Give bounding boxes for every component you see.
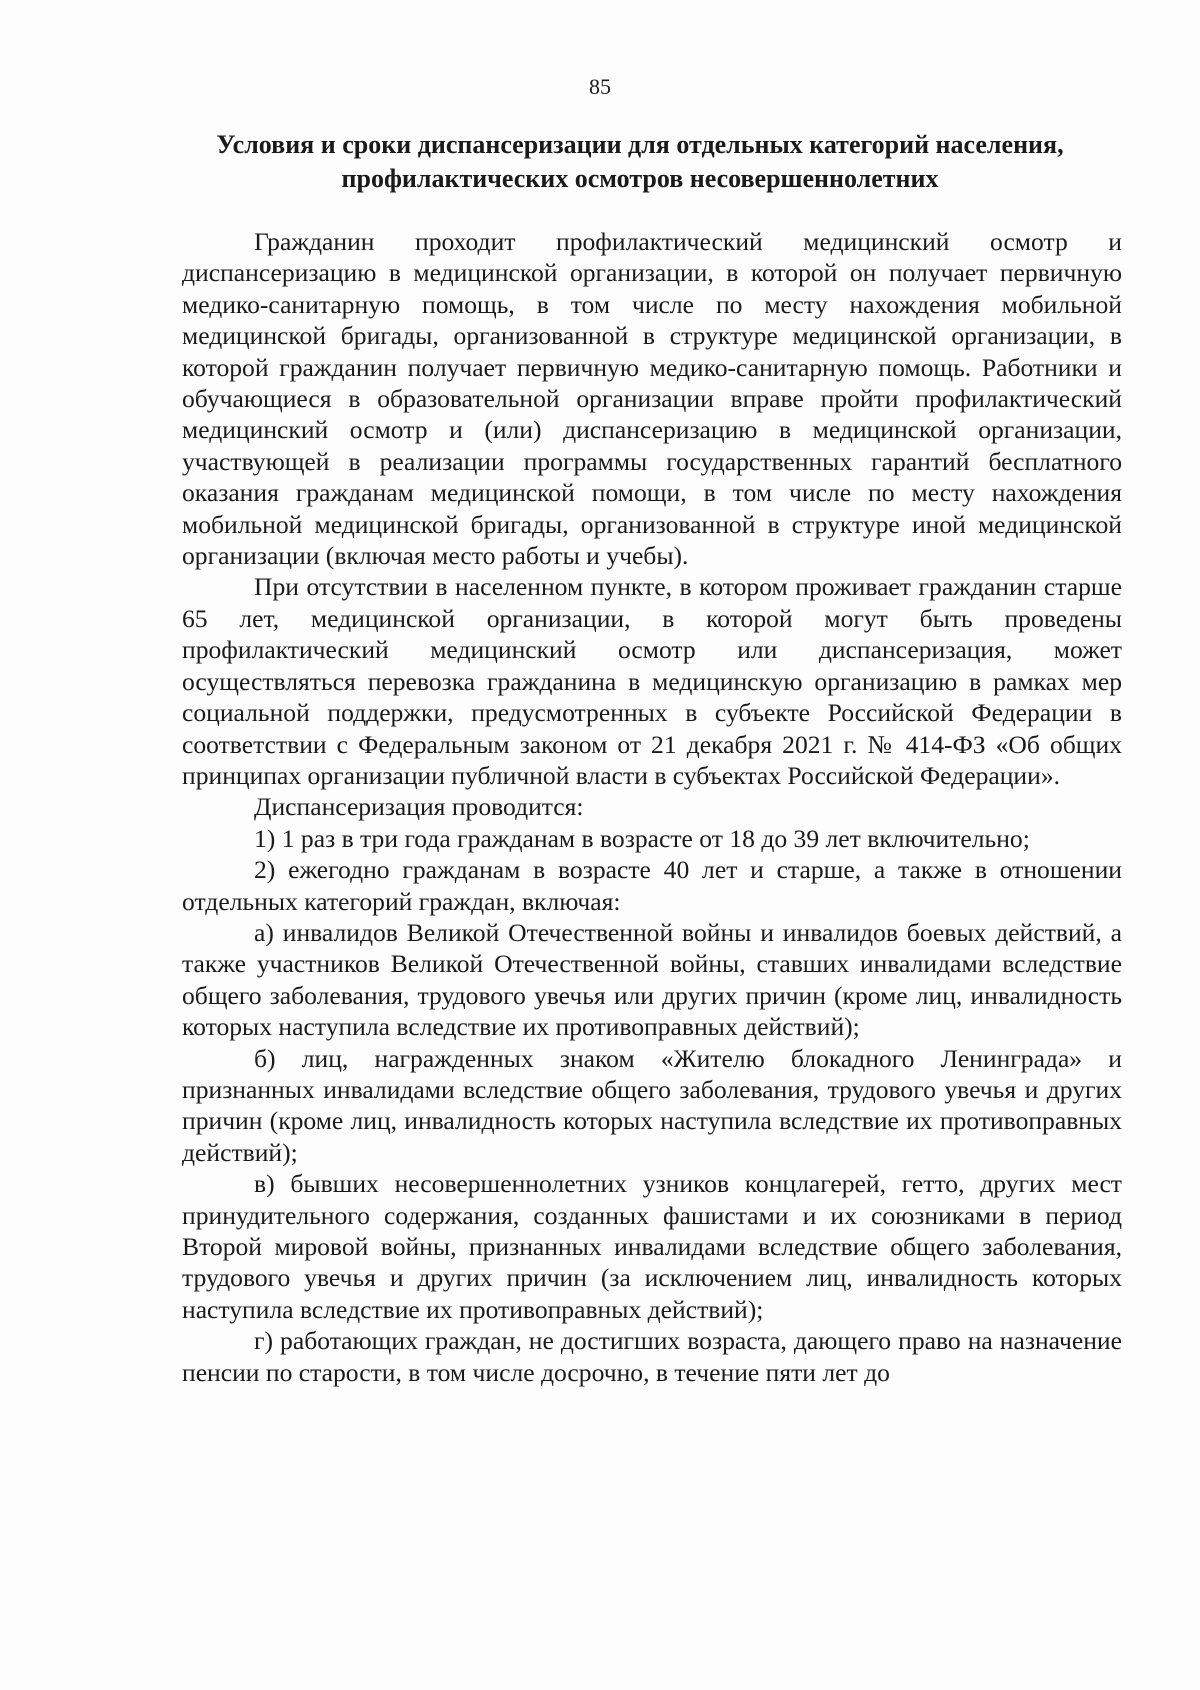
list-item-v: в) бывших несовершеннолетних узников концлагерей, гетто, других мест принудительного содержания, созданных фашистами и их союзниками в период Второй мировой войны, признанных инвалидами вследствие общего заболевания, трудового увечья и других причин (за исключением лиц, инвалидность которых наступила вследствие их противоправных действий); <box>182 1169 1122 1324</box>
section-title <box>160 128 1120 196</box>
page-number: 85 <box>589 74 611 99</box>
document-body <box>182 226 1122 1388</box>
section-title-line-1: Условия и сроки диспансеризации для отдельных категорий населения, <box>216 130 1064 159</box>
paragraph-citizen-exam: Гражданин проходит профилактический медицинский осмотр и диспансеризацию в медицинской организации, в которой он получает первичную медико-санитарную помощь, в том числе по месту нахождения мобильной медицинской бригады, организованной в структуре медицинской организации, в которой гражданин получает первичную медико-санитарную помощь. Работники и обучающиеся в образовательной организации вправе пройти профилактический медицинский осмотр и (или) диспансеризацию в медицинской организации, участвующей в реализации программы государственных гарантий бесплатного оказания гражданам медицинской помощи, в том числе по месту нахождения мобильной медицинской бригады, организованной в структуре иной медицинской организации (включая место работы и учебы). <box>182 227 1122 571</box>
list-item-a: а) инвалидов Великой Отечественной войны и инвалидов боевых действий, а также участников Великой Отечественной войны, ставших инвалидами вследствие общего заболевания, трудового увечья или других причин (кроме лиц, инвалидность которых наступила вследствие их противоправных действий); <box>182 917 1122 1042</box>
section-title-line-2: профилактических осмотров несовершеннолетних <box>341 164 939 193</box>
paragraph-dispensary-intro: Диспансеризация проводится: <box>254 792 584 822</box>
list-item-g: г) работающих граждан, не достигших возраста, дающего право на назначение пенсии по старости, в том числе досрочно, в течение пяти лет до <box>182 1326 1122 1387</box>
list-item-2: 2) ежегодно гражданам в возрасте 40 лет и старше, а также в отношении отдельных категорий граждан, включая: <box>182 855 1122 916</box>
list-item-1: 1) 1 раз в три года гражданам в возрасте от 18 до 39 лет включительно; <box>254 823 1030 853</box>
paragraph-transport-65: При отсутствии в населенном пункте, в котором проживает гражданин старше 65 лет, медицинской организации, в которой могут быть проведены профилактический медицинский осмотр или диспансеризация, может осуществляться перевозка гражданина в медицинскую организацию в рамках мер социальной поддержки, предусмотренных в субъекте Российской Федерации в соответствии с Федеральным законом от 21 декабря 2021 г. № 414-ФЗ «Об общих принципах организации публичной власти в субъектах Российской Федерации». <box>182 572 1122 790</box>
list-item-b: б) лиц, награжденных знаком «Жителю блокадного Ленинграда» и признанных инвалидами вследствие общего заболевания, трудового увечья и других причин (кроме лиц, инвалидность которых наступила вследствие их противоправных действий); <box>182 1043 1122 1167</box>
